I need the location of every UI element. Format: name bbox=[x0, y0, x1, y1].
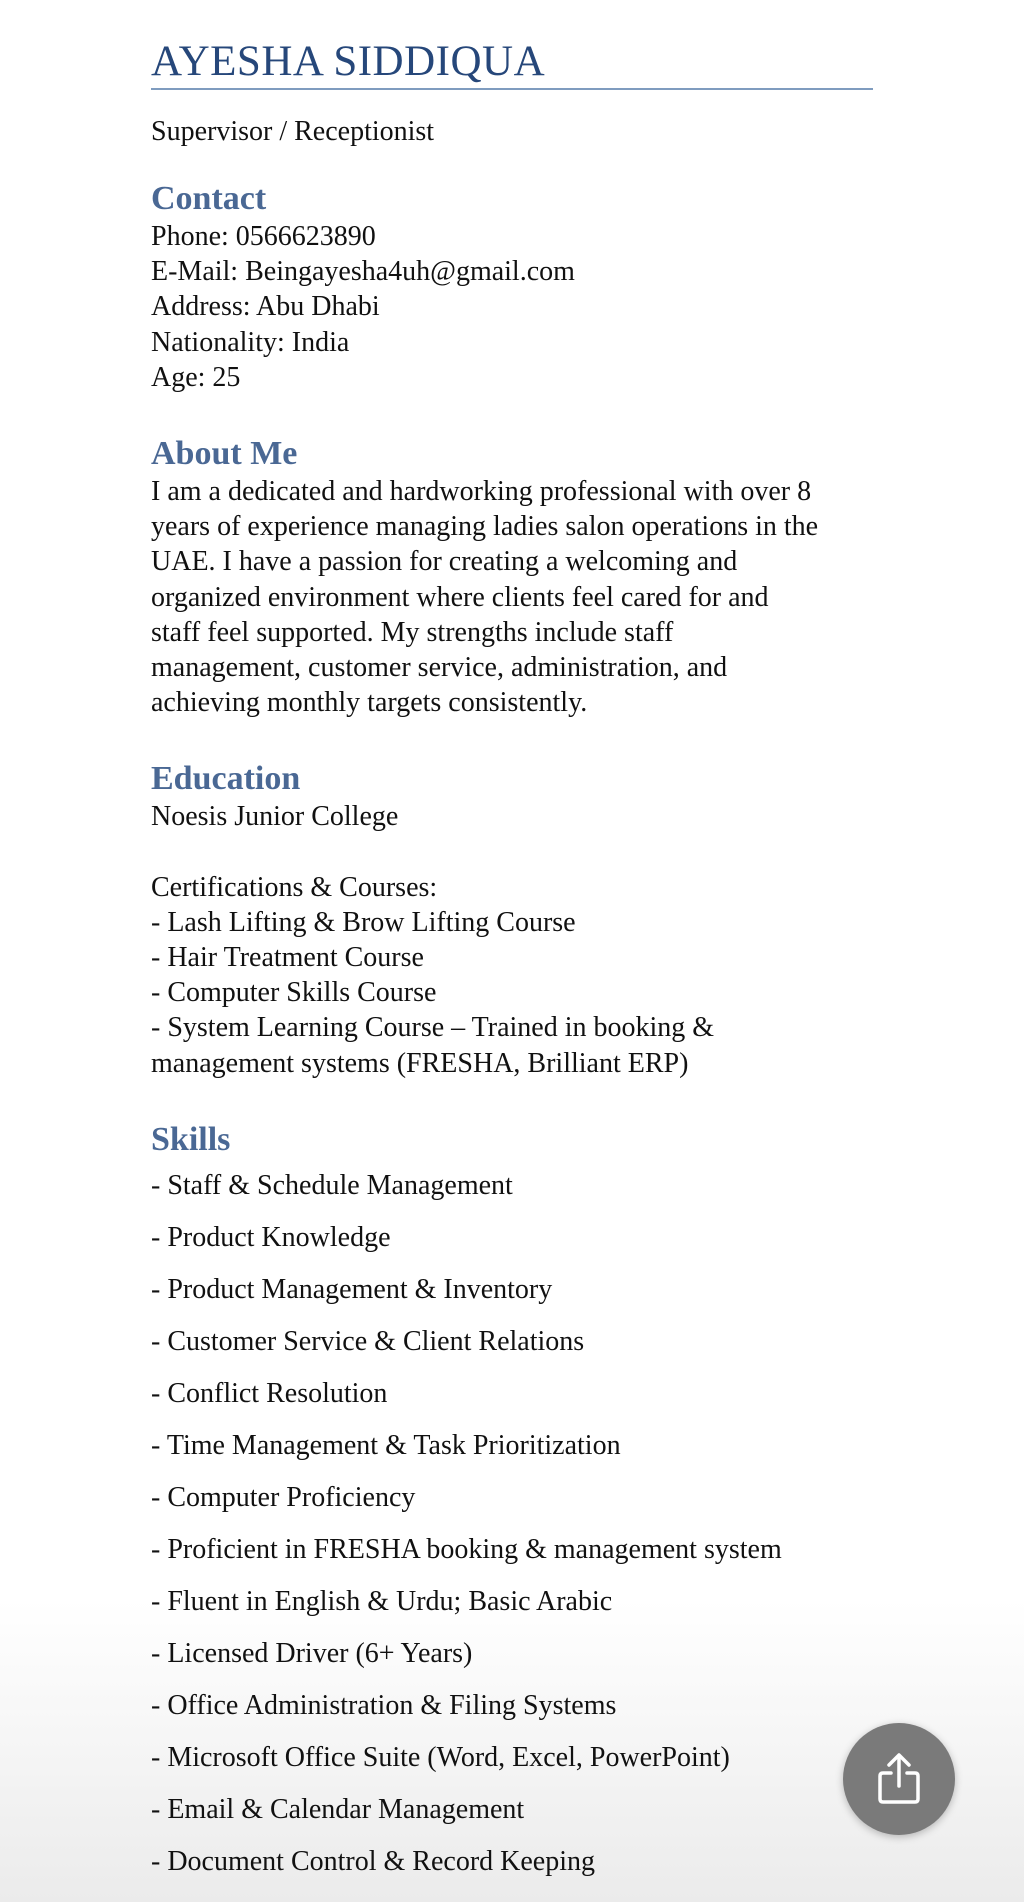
share-icon bbox=[877, 1753, 921, 1805]
contact-email: E-Mail: Beingayesha4uh@gmail.com bbox=[151, 256, 575, 288]
about-heading: About Me bbox=[151, 435, 298, 473]
certification-item: - Lash Lifting & Brow Lifting Course bbox=[151, 906, 576, 938]
about-line: achieving monthly targets consistently. bbox=[151, 687, 588, 719]
contact-nationality: Nationality: India bbox=[151, 326, 350, 358]
certification-item: - System Learning Course – Trained in booking & bbox=[151, 1012, 715, 1044]
education-school: Noesis Junior College bbox=[151, 801, 399, 833]
skills-section bbox=[151, 1120, 873, 1888]
certification-item: management systems (FRESHA, Brilliant ERP) bbox=[151, 1047, 689, 1079]
certification-item: - Computer Skills Course bbox=[151, 977, 437, 1009]
about-line: staff feel supported. My strengths include staff bbox=[151, 616, 674, 648]
resume-document bbox=[151, 0, 873, 1888]
certifications-heading: Certifications & Courses: bbox=[151, 871, 438, 903]
contact-address: Address: Abu Dhabi bbox=[151, 291, 380, 323]
share-button[interactable] bbox=[843, 1723, 955, 1835]
certifications-block bbox=[151, 870, 873, 1081]
about-section bbox=[151, 434, 873, 720]
skill-item: - Fluent in English & Urdu; Basic Arabic bbox=[151, 1585, 613, 1617]
skill-item: - Product Knowledge bbox=[151, 1221, 391, 1253]
certification-item: - Hair Treatment Course bbox=[151, 942, 424, 974]
skill-item: - Email & Calendar Management bbox=[151, 1793, 525, 1825]
skill-item: - Conflict Resolution bbox=[151, 1377, 388, 1409]
contact-age: Age: 25 bbox=[151, 361, 241, 393]
skill-item: - Time Management & Task Prioritization bbox=[151, 1429, 621, 1461]
education-heading: Education bbox=[151, 760, 301, 798]
about-line: I am a dedicated and hardworking professional with over 8 bbox=[151, 476, 812, 508]
candidate-name: AYESHA SIDDIQUA bbox=[151, 0, 873, 90]
skill-item: - Computer Proficiency bbox=[151, 1481, 416, 1513]
skill-item: - Licensed Driver (6+ Years) bbox=[151, 1637, 473, 1669]
about-paragraph bbox=[151, 474, 873, 720]
job-title: Supervisor / Receptionist bbox=[151, 116, 435, 147]
skills-heading: Skills bbox=[151, 1120, 231, 1158]
contact-heading: Contact bbox=[151, 180, 267, 217]
skill-item: - Office Administration & Filing Systems bbox=[151, 1689, 617, 1721]
contact-section bbox=[151, 179, 873, 395]
about-line: management, customer service, administration, and bbox=[151, 652, 728, 684]
skill-item: - Proficient in FRESHA booking & management system bbox=[151, 1533, 782, 1565]
skill-item: - Document Control & Record Keeping bbox=[151, 1845, 596, 1877]
about-line: organized environment where clients feel cared for and bbox=[151, 581, 769, 613]
education-section bbox=[151, 759, 873, 1080]
skill-item: - Customer Service & Client Relations bbox=[151, 1325, 585, 1357]
skill-item: - Product Management & Inventory bbox=[151, 1273, 553, 1305]
skill-item: - Staff & Schedule Management bbox=[151, 1169, 513, 1201]
skills-list bbox=[151, 1160, 873, 1888]
contact-phone: Phone: 0566623890 bbox=[151, 221, 376, 252]
about-line: UAE. I have a passion for creating a welcoming and bbox=[151, 546, 738, 578]
skill-item: - Microsoft Office Suite (Word, Excel, PowerPoint) bbox=[151, 1741, 730, 1773]
about-line: years of experience managing ladies salon operations in the bbox=[151, 511, 819, 543]
